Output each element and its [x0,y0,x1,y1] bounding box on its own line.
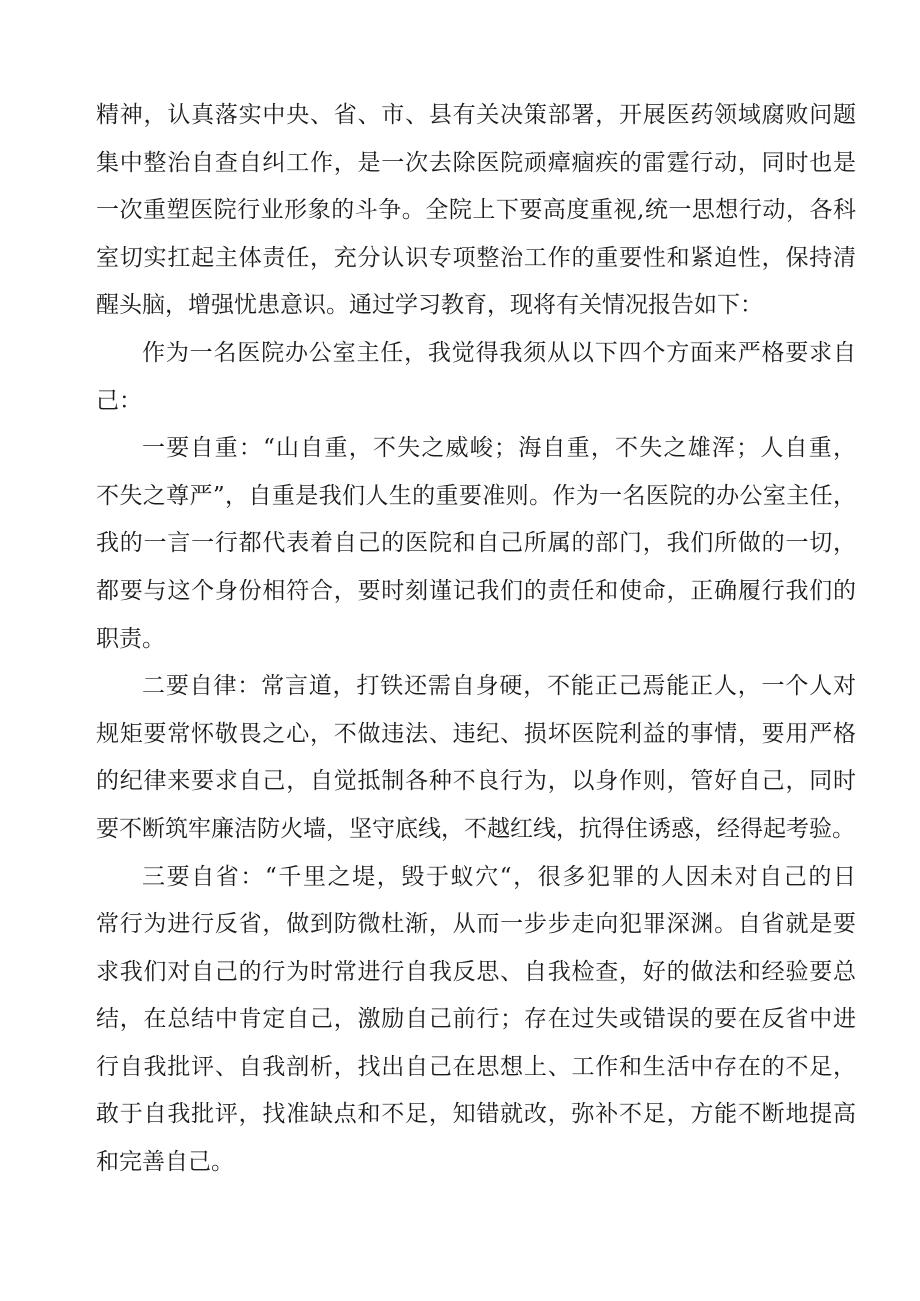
text-line: 己： [96,387,142,414]
paragraph-office-director [96,330,856,425]
text-line: 和完善自己。 [96,1149,234,1176]
text-line: 室切实扛起主体责任，充分认识专项整治工作的重要性和紧迫性，保持清 [96,244,856,271]
text-line: 的纪律来要求自己，自觉抵制各种不良行为，以身作则，管好自己，同时 [96,768,856,795]
paragraph-self-discipline [96,663,856,853]
text-line: 规矩要常怀敬畏之心，不做违法、违纪、损坏医院利益的事情，要用严格 [96,720,856,747]
text-line: 结，在总结中肯定自己，激励自己前行；存在过失或错误的要在反省中进 [96,1006,856,1033]
text-line: 作为一名医院办公室主任，我觉得我须从以下四个方面来严格要求自 [142,339,856,366]
text-line: 我的一言一行都代表着自己的医院和自己所属的部门，我们所做的一切， [96,530,856,557]
text-line: 醒头脑，增强忧患意识。通过学习教育，现将有关情况报告如下： [96,292,763,319]
text-line: 不失之尊严”，自重是我们人生的重要准则。作为一名医院的办公室主任， [96,482,856,509]
text-line: 二要自律：常言道，打铁还需自身硬，不能正己焉能正人，一个人对 [142,673,856,700]
paragraph-intro [96,92,856,330]
text-line: 一要自重：“山自重，不失之威峻；海自重，不失之雄浑；人自重， [142,435,856,462]
text-line: 精神，认真落实中央、省、市、县有关决策部署，开展医药领域腐败问题 [96,102,856,128]
text-line: 常行为进行反省，做到防微杜渐，从而一步步走向犯罪深渊。自省就是要 [96,911,856,938]
text-line: 都要与这个身份相符合，要时刻谨记我们的责任和使命，正确履行我们的 [96,577,856,604]
text-line: 要不断筑牢廉洁防火墙，坚守底线，不越红线，抗得住诱惑，经得起考验。 [96,815,855,842]
text-line: 职责。 [96,625,165,652]
body-text [96,92,856,1187]
text-line: 行自我批评、自我剖析，找出自己在思想上、工作和生活中存在的不足， [96,1053,856,1080]
text-line: 敢于自我批评，找准缺点和不足，知错就改，弥补不足，方能不断地提高 [96,1101,856,1128]
text-line: 求我们对自己的行为时常进行自我反思、自我检查，好的做法和经验要总 [96,958,856,985]
text-line: 一次重塑医院行业形象的斗争。全院上下要高度重视,统一思想行动，各科 [96,197,856,224]
text-line: 集中整治自查自纠工作，是一次去除医院顽瘴痼疾的雷霆行动，同时也是 [96,149,856,176]
paragraph-self-respect [96,425,856,663]
paragraph-self-reflection [96,854,856,1187]
text-line: 三要自省：“千里之堤，毁于蚁穴“，很多犯罪的人因未对自己的日 [142,863,856,890]
